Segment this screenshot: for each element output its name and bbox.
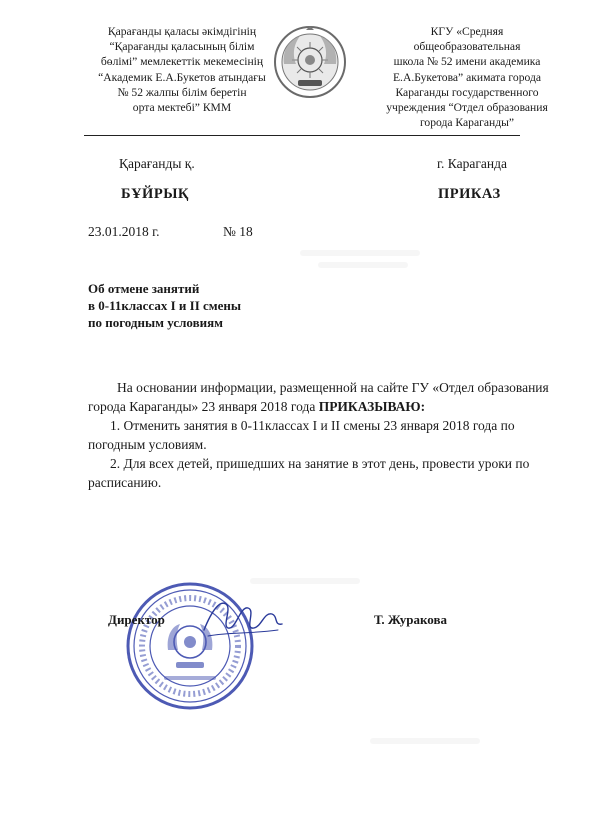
- order-intro: [88, 378, 558, 416]
- handwritten-signature-icon: [198, 590, 286, 644]
- header-kz-block: [78, 24, 286, 115]
- faint-bleed-through: [250, 578, 360, 584]
- signatory-title: Директор: [108, 612, 165, 627]
- header-ru-line: города Караганды”: [419, 116, 515, 130]
- order-date: 23.01.2018 г.: [88, 224, 160, 239]
- header-ru-line: школа № 52 имени академика: [393, 55, 541, 69]
- order-number: № 18: [223, 224, 253, 239]
- subject-line: Об отмене занятий: [88, 281, 200, 296]
- order-item: 2. Для всех детей, пришедших на занятие в этот день, провести уроки по расписанию.: [88, 456, 530, 490]
- faint-bleed-through: [370, 738, 480, 744]
- place-ru: г. Караганда: [437, 156, 507, 171]
- faint-bleed-through: [300, 250, 420, 256]
- header-kz-line: орта мектебі” КММ: [132, 101, 232, 115]
- order-word: ПРИКАЗЫВАЮ:: [318, 399, 426, 414]
- header-ru-line: Е.А.Букетова” акимата города: [392, 70, 542, 84]
- intro-text: На основании информации, размещенной на сайте ГУ «Отдел образования города Караганды» 23 января 2018 года: [88, 380, 549, 414]
- header-ru-line: Караганды государственного: [395, 85, 539, 99]
- header-kz-line: бөлімі” мемлекеттік мекемесінің: [100, 55, 264, 69]
- header-kz-line: № 52 жалпы білім беретін: [117, 85, 247, 99]
- header-ru-line: учреждения “Отдел образования: [386, 101, 548, 115]
- doc-title-kz: БҰЙРЫҚ: [121, 186, 189, 202]
- faint-bleed-through: [318, 262, 408, 268]
- header-kz-line: “Академик Е.А.Букетов атындағы: [98, 70, 266, 84]
- header-ru-block: [360, 24, 574, 130]
- subject-line: по погодным условиям: [88, 315, 223, 330]
- order-body: [88, 378, 558, 492]
- header-divider: [84, 135, 520, 136]
- header-kz-line: Қарағанды қаласы әкімдігінің: [107, 25, 257, 38]
- subject-line: в 0-11классах I и II смены: [88, 298, 242, 313]
- order-subject: [88, 280, 241, 331]
- doc-title-ru: ПРИКАЗ: [438, 186, 501, 202]
- signatory-name: Т. Журакова: [374, 612, 447, 627]
- place-kz: Қарағанды қ.: [119, 156, 195, 171]
- state-emblem-icon: [272, 24, 348, 100]
- header-kz-line: “Қарағанды қаласының білім: [109, 40, 255, 54]
- header-ru-line: общеобразовательная: [413, 40, 521, 54]
- order-item: 1. Отменить занятия в 0-11классах I и II смены 23 января 2018 года по погодным условиям.: [88, 418, 515, 452]
- header-ru-line: КГУ «Средняя: [430, 25, 504, 38]
